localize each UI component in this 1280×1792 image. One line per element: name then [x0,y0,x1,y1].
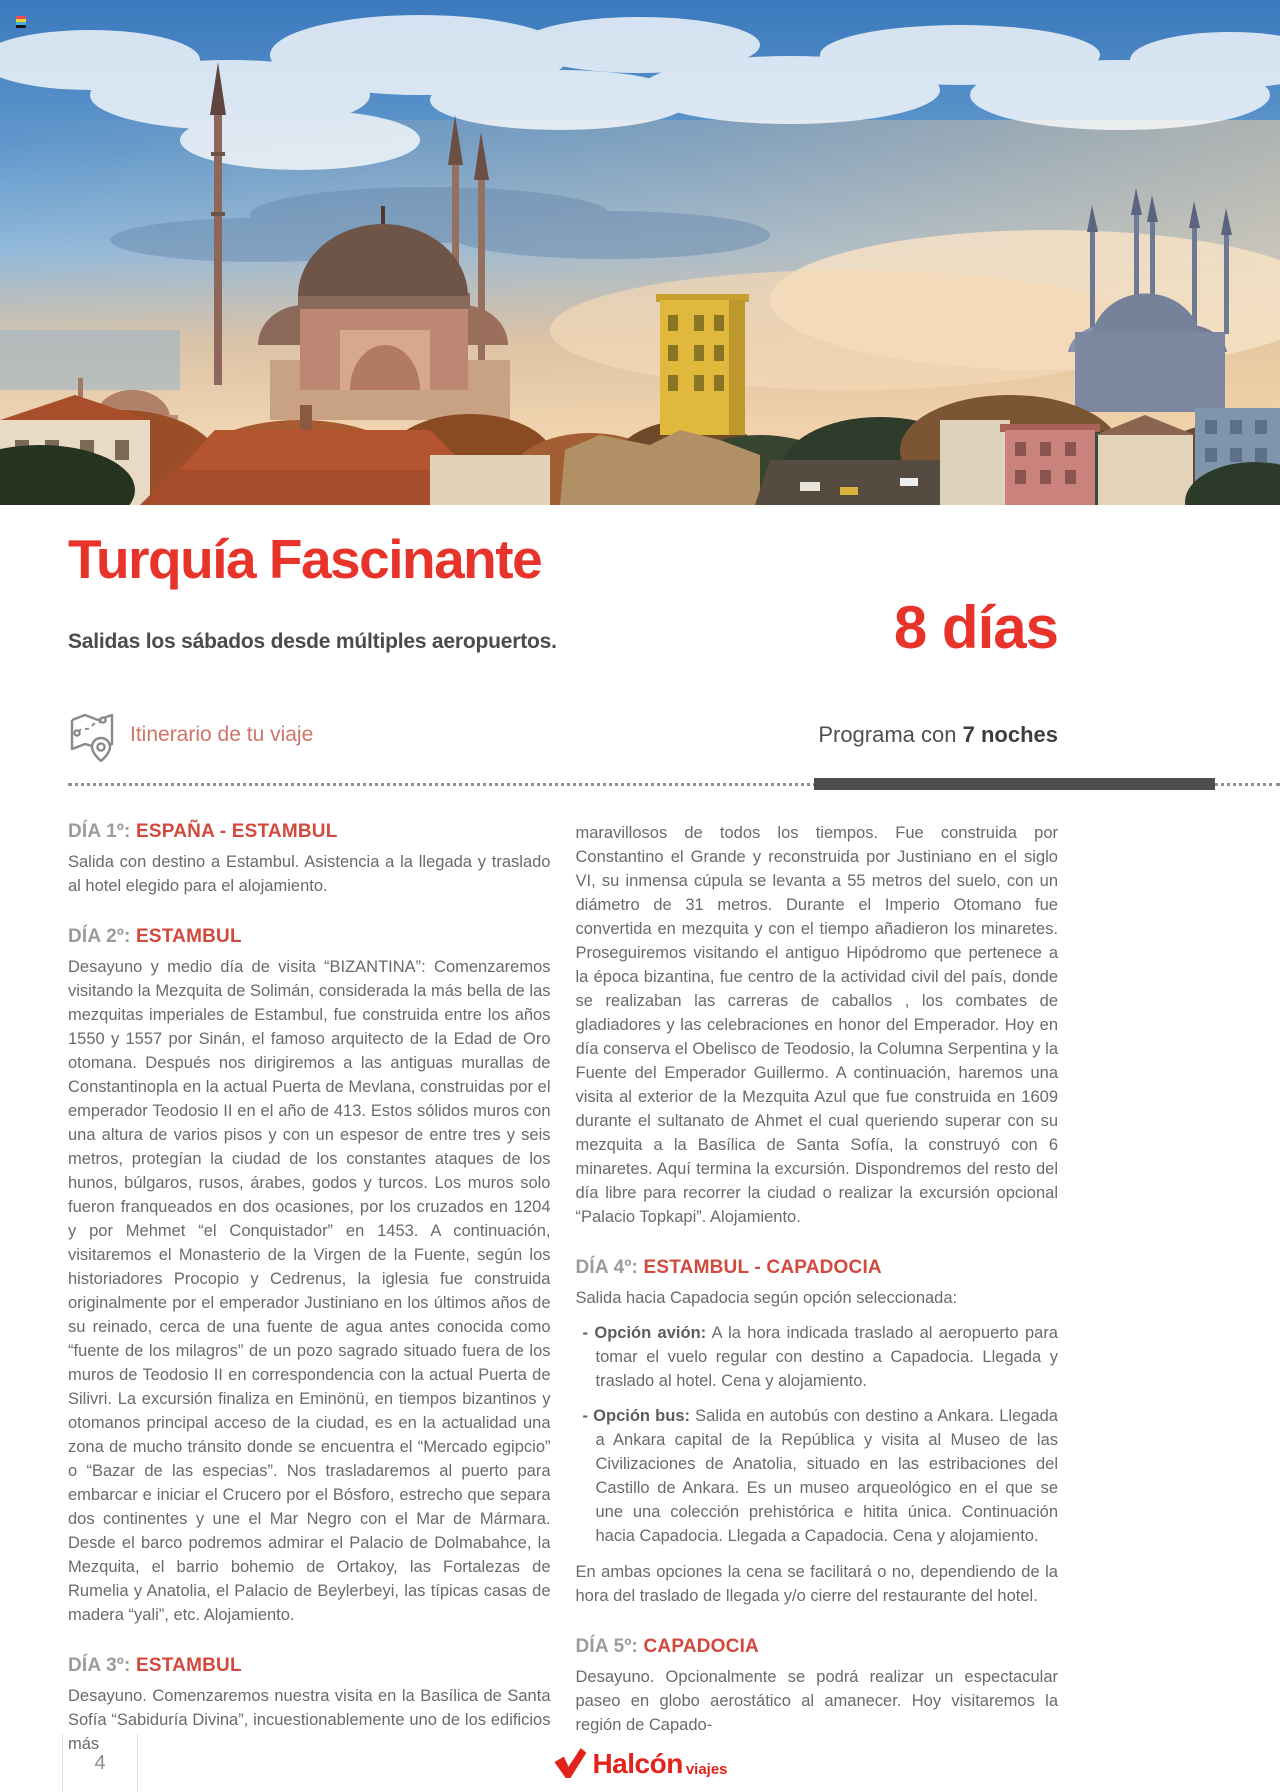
program-prefix: Programa con [818,722,957,748]
dotted-divider [68,778,1280,791]
cmyk-stripes-icon [16,16,26,28]
divider-bar [814,778,1215,790]
day-paragraph: Desayuno. Opcionalmente se podrá realizar un espectacular paseo en globo aerostático al amanecer. Hoy visitaremos la región de Capado- [575,1668,1058,1735]
option-lead: - Opción avión: [582,1324,707,1343]
itinerary-label: Itinerario de tu viaje [130,723,314,747]
day-entry-3 [68,1655,551,1756]
day-entry-4 [576,1257,1059,1608]
day4-note: En ambas opciones la cena se facilitará o no, dependiendo de la hora del traslado de llegada y/o cierre del restaurante del hotel. [575,1563,1058,1606]
day3-continuation-paragraph: maravillosos de todos los tiempos. Fue construida por Constantino el Grande y reconstruida por Justiniano en el siglo VI, su inmensa cúpula se levanta a 55 metros del suelo, con un diámetro de 31 metros. Durante el Imperio Otomano fue convertida en mezquita y con el tiempo añadieron los minaretes. Proseguiremos visitando el antiguo Hipódromo que pertenece a la época bizantina, fue centro de la actividad civil del país, donde se realizaban las carreras de caballos , los combates de gladiadores y las celebraciones en honor del Emperador. Hoy en día conserva el Obelisco de Teodosio, la Columna Serpentina y la Fuente del Emperador Guillermo. A continuación, haremos una visita al exterior de la Mezquita Azul que fue construida en 1609 durante el sultanato de Ahmet el cual queriendo superar con su mezquita a la Basílica de Santa Sofía, la construyó con 6 minaretes. Aquí termina la excursión. Dispondremos del resto del día libre para recorrer la ciudad o realizar la excursión opcional “Palacio Topkapi”. Alojamiento. [575,824,1058,1227]
option-lead: - Opción bus: [582,1407,690,1426]
day4-intro: Salida hacia Capadocia según opción seleccionada: [575,1289,958,1308]
day-entry-5 [576,1636,1059,1737]
day-paragraph: Salida con destino a Estambul. Asistencia a la llegada y traslado al hotel elegido para el alojamiento. [68,853,551,896]
day-paragraph: Desayuno y medio día de visita “BIZANTINA”: Comenzaremos visitando la Mezquita de Solimán, considerada la más bella de las mezquitas imperiales de Estambul, fue construida entre los años 1550 y 1557 por Sinán, el famoso arquitecto de la Edad de Oro otomana. Después nos dirigiremos a las antiguas murallas de Constantinopla en la actual Puerta de Mevlana, construidas por el emperador Teodosio II en el año de 413. Estos sólidos muros con una altura de varios pisos y con un espesor de entre tres y seis metros, protegían la ciudad de los constantes ataques de los hunos, búlgaros, rusos, árabes, godos y turcos. Los muros solo fueron franqueados en dos ocasiones, por los cruzados en 1204 y por Mehmet “el Conquistador” en 1453. A continuación, visitaremos el Monasterio de la Virgen de la Fuente, según los historiadores Procopio y Cedrenus, la iglesia fue construida originalmente por el emperador Justiniano en los últimos años de su reinado, cerca de una fuente de agua antes conocida como “fuente de los milagros” de un pozo sagrado situado fuera de los muros de Teodosio II en correspondencia con la actual Puerta de Silivri. La excursión finaliza en Eminönü, en tiempos bizantinos y otomanos principal acceso de la ciudad, es en la actualidad una zona de mucho tránsito donde se encuentra el “Mercado egipcio” o “Bazar de las especias”. Nos trasladaremos al puerto para embarcar e iniciar el Crucero por el Bósforo, estrecho que separa dos continentes y une el Mar Negro con el Mar de Mármara. Desde el barco podremos admirar el Palacio de Dolmabahce, la Mezquita, el barrio bohemio de Ortakoy, las Fortalezas de Rumelia y Anatolia, el Palacio de Beylerbeyi, las típicas casas de madera “yali”, etc. Alojamiento. [68,958,551,1625]
map-route-icon [68,708,118,762]
hero-image-istanbul [0,0,1280,505]
day-label: DÍA 4º: [575,1257,639,1279]
day-entry-1 [68,821,551,898]
day-entry-2 [68,926,551,1627]
yellow-building [656,294,749,435]
day-heading [68,1655,551,1677]
istanbul-sunset-illustration [0,0,1280,505]
day-label: DÍA 2º: [68,926,131,948]
option-text: A la hora indicada traslado al aeropuerto para tomar el vuelo regular con destino a Capadocia. Llegada y traslado al hotel. Cena y alojamiento. [595,1324,1058,1391]
day-paragraph: Desayuno. Comenzaremos nuestra visita en la Basílica de Santa Sofía “Sabiduría Divina”, incuestionablemente uno de los edificios más [68,1687,551,1754]
day4-option-plane [576,1321,1059,1393]
duration-days: 8 días [893,594,1058,662]
day-destination: CAPADOCIA [643,1636,759,1658]
itinerary-section-header [68,708,313,762]
day4-option-bus [576,1404,1059,1548]
brand-name: Halcón [592,1748,683,1779]
itinerary-left-column [68,821,551,1756]
day-destination: ESTAMBUL - CAPADOCIA [643,1257,882,1279]
subtitle: Salidas los sábados desde múltiples aeropuertos. [68,630,557,654]
itinerary-right-column [576,821,1059,1756]
day-destination: ESPAÑA - ESTAMBUL [136,821,338,843]
day-heading [576,1257,1059,1279]
option-text: Salida en autobús con destino a Ankara. Llegada a Ankara capital de la República y visita al Museo de las Civilizaciones de Anatolia, situado en las estribaciones del Castillo de Ankara. Es un museo arqueológico en el que se une una colección prehistórica e hitita única. Continuación hacia Capadocia. Llegada a Capadocia. Cena y alojamiento. [595,1407,1058,1546]
program-nights-label [818,722,1058,748]
page-title: Turquía Fascinante [68,528,542,590]
halcon-check-icon [552,1748,586,1778]
page-number: 4 [62,1734,138,1792]
day-heading [68,821,551,843]
day-destination: ESTAMBUL [136,1655,242,1677]
day-label: DÍA 3º: [68,1655,131,1677]
day-destination: ESTAMBUL [136,926,242,948]
brand-suffix: viajes [685,1761,728,1778]
halcon-viajes-logo [552,1748,727,1778]
day-heading [576,1636,1059,1658]
program-nights-count: 7 noches [962,722,1058,748]
day-heading [68,926,551,948]
day-label: DÍA 1º: [68,821,131,843]
day-label: DÍA 5º: [575,1636,639,1658]
